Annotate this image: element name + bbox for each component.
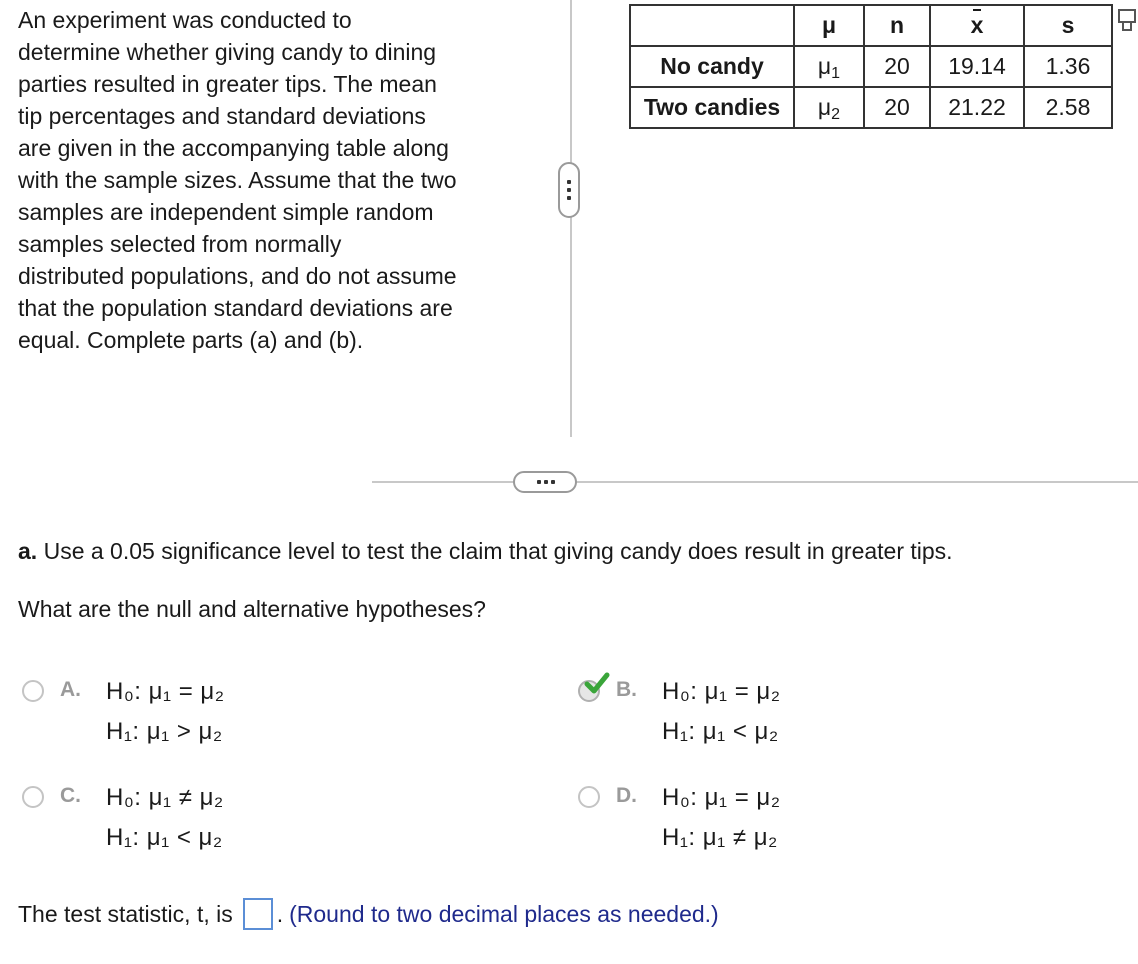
- header-n: n: [864, 5, 930, 46]
- popout-window-icon[interactable]: [1118, 9, 1136, 31]
- table-header-row: [630, 5, 1112, 46]
- mu-symbol: μ: [817, 53, 832, 79]
- test-statistic-input[interactable]: [243, 898, 273, 930]
- radio-button[interactable]: [22, 786, 44, 808]
- problem-line: that the population standard deviations are: [18, 295, 453, 321]
- null-hypothesis: H₀: μ₁ = μ₂: [106, 678, 225, 705]
- alt-hypothesis: H₁: μ₁ < μ₂: [106, 824, 223, 851]
- problem-line: with the sample sizes. Assume that the two: [18, 167, 457, 193]
- option-letter: A.: [60, 678, 81, 701]
- data-table: [629, 4, 1113, 129]
- problem-line: tip percentages and standard deviations: [18, 103, 426, 129]
- problem-line: distributed populations, and do not assume: [18, 263, 457, 289]
- test-statistic-row: [18, 898, 719, 930]
- row-s: 2.58: [1024, 87, 1112, 128]
- option-letter: B.: [616, 678, 637, 701]
- row-label: No candy: [630, 46, 794, 87]
- part-a-label: a.: [18, 538, 38, 564]
- xbar-symbol: x: [970, 12, 984, 38]
- header-xbar: [930, 5, 1024, 46]
- horizontal-ellipsis-handle-icon[interactable]: [513, 471, 577, 493]
- problem-line: parties resulted in greater tips. The mean: [18, 71, 437, 97]
- null-hypothesis: H₀: μ₁ = μ₂: [662, 678, 781, 705]
- null-hypothesis: H₀: μ₁ = μ₂: [662, 784, 781, 811]
- table-row: [630, 46, 1112, 87]
- problem-line: are given in the accompanying table along: [18, 135, 449, 161]
- row-xbar: 21.22: [930, 87, 1024, 128]
- problem-line: An experiment was conducted to: [18, 7, 352, 33]
- problem-line: samples selected from normally: [18, 231, 342, 257]
- hypotheses-question: What are the null and alternative hypotheses?: [18, 596, 486, 622]
- option-letter: C.: [60, 784, 81, 807]
- alt-hypothesis: H₁: μ₁ < μ₂: [662, 718, 779, 745]
- alt-hypothesis: H₁: μ₁ > μ₂: [106, 718, 223, 745]
- radio-button[interactable]: [578, 786, 600, 808]
- row-mu: [794, 87, 864, 128]
- problem-line: equal. Complete parts (a) and (b).: [18, 327, 364, 353]
- vertical-ellipsis-handle-icon[interactable]: [558, 162, 580, 218]
- mu-symbol: μ: [817, 94, 832, 120]
- row-xbar: 19.14: [930, 46, 1024, 87]
- mu-subscript: 2: [831, 106, 841, 123]
- header-mu: μ: [794, 5, 864, 46]
- row-label: Two candies: [630, 87, 794, 128]
- period: .: [276, 900, 284, 927]
- header-s: s: [1024, 5, 1112, 46]
- rounding-hint: (Round to two decimal places as needed.): [289, 900, 719, 927]
- part-a-prompt: [18, 538, 953, 565]
- problem-line: determine whether giving candy to dining: [18, 39, 437, 65]
- checkmark-icon: [584, 672, 610, 696]
- table-corner-cell: [630, 5, 794, 46]
- mu-subscript: 1: [831, 65, 841, 82]
- null-hypothesis: H₀: μ₁ ≠ μ₂: [106, 784, 224, 811]
- alt-hypothesis: H₁: μ₁ ≠ μ₂: [662, 824, 778, 851]
- row-mu: [794, 46, 864, 87]
- problem-statement: [18, 4, 538, 356]
- row-n: 20: [864, 87, 930, 128]
- horizontal-pane-divider[interactable]: [372, 481, 1138, 483]
- vertical-pane-divider[interactable]: [570, 0, 572, 437]
- problem-line: samples are independent simple random: [18, 199, 434, 225]
- row-n: 20: [864, 46, 930, 87]
- part-a-text: Use a 0.05 significance level to test the claim that giving candy does result in greater tips.: [37, 538, 953, 564]
- table-row: [630, 87, 1112, 128]
- row-s: 1.36: [1024, 46, 1112, 87]
- option-letter: D.: [616, 784, 637, 807]
- radio-button[interactable]: [22, 680, 44, 702]
- test-statistic-label: The test statistic, t, is: [18, 900, 233, 927]
